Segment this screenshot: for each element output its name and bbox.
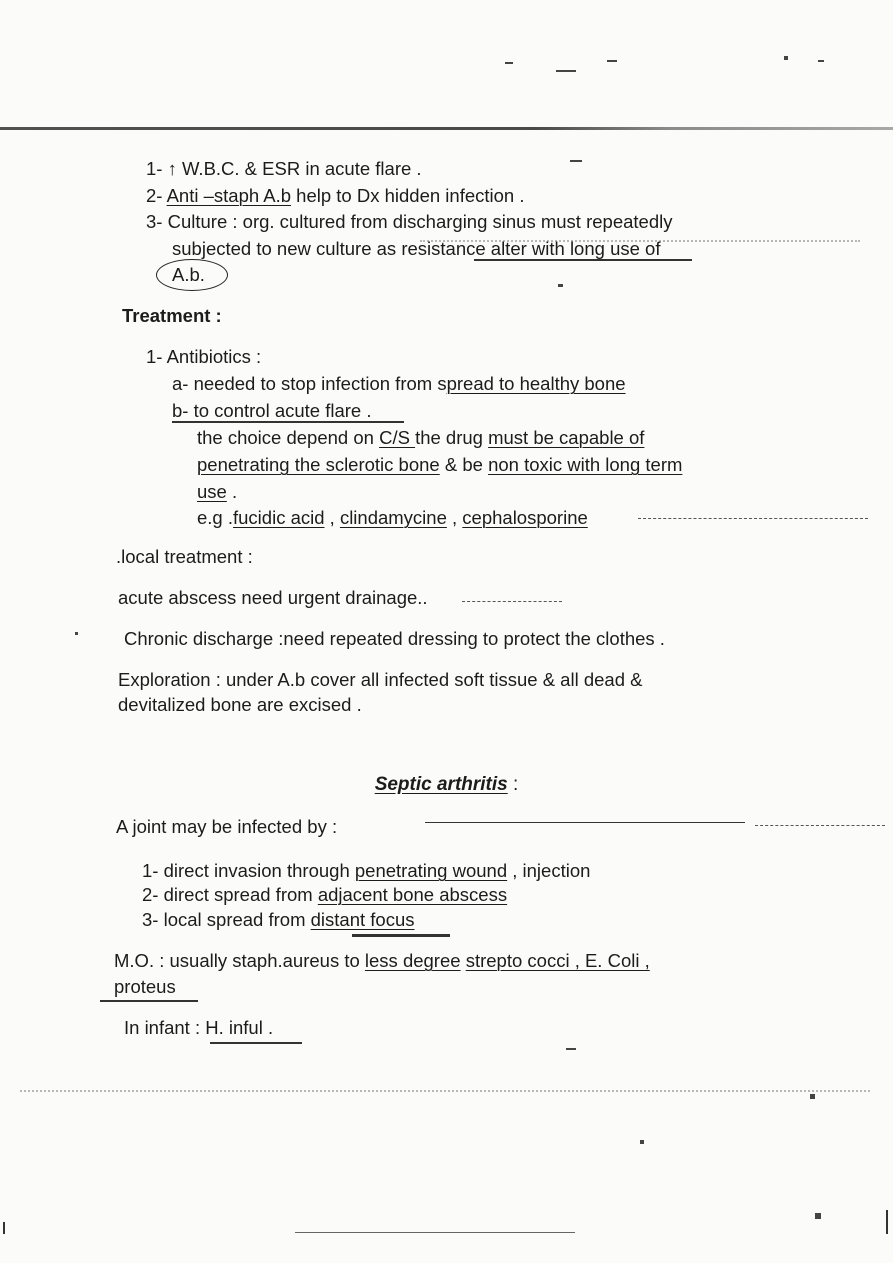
mo-proteus: proteus xyxy=(114,976,176,997)
penetrating-u2: non toxic with long term xyxy=(488,454,683,475)
hand-dash-line xyxy=(755,825,885,826)
penetrating-u1: penetrating the sclerotic bone xyxy=(197,454,440,475)
investigation-3-num: 3- xyxy=(146,211,163,232)
mo-u1: less degree xyxy=(364,950,461,971)
septic-heading-colon: : xyxy=(507,774,519,795)
item-a-underlined: pread to healthy bone xyxy=(446,373,626,394)
choice-pre: the choice depend on xyxy=(197,427,380,448)
investigation-2 xyxy=(146,185,525,207)
culture-end-text: A.b. xyxy=(172,264,205,285)
hand-underline xyxy=(172,421,404,423)
investigation-1 xyxy=(146,158,422,180)
abscess-line: acute abscess need urgent drainage.. xyxy=(118,587,428,608)
penetrating-mid: & be xyxy=(439,454,489,475)
infant-line xyxy=(124,1017,273,1039)
speck xyxy=(815,1213,821,1219)
local-treatment-title: .local treatment : xyxy=(116,546,253,567)
choice-tail: must be capable of xyxy=(488,427,645,448)
speck xyxy=(784,56,788,60)
speck xyxy=(810,1094,815,1099)
hand-underline xyxy=(100,1000,198,1002)
infant-pre: In infant : xyxy=(124,1017,206,1038)
choice-cs: C/S xyxy=(379,427,416,448)
left-edge-mark xyxy=(3,1222,5,1234)
cause-1-num: 1- xyxy=(142,860,159,881)
sep-2: , xyxy=(446,507,463,528)
scan-top-rule xyxy=(0,127,893,130)
speck xyxy=(607,60,617,62)
mo-line-2 xyxy=(114,976,176,998)
investigation-1-num: 1- xyxy=(146,158,163,179)
exploration-line-2: devitalized bone are excised . xyxy=(118,694,362,715)
use-line xyxy=(197,481,237,503)
cause-1-pre: direct invasion through xyxy=(163,860,355,881)
choice-line xyxy=(197,427,644,449)
chronic-line: Chronic discharge :need repeated dressing to protect the clothes . xyxy=(124,628,665,649)
speck xyxy=(818,60,824,62)
hand-underline xyxy=(210,1042,302,1044)
cause-3-pre: local spread from xyxy=(163,909,311,930)
hand-underline xyxy=(425,822,745,823)
mo-pre: M.O. : usually staph.aureus to xyxy=(114,950,365,971)
cause-1-post: , injection xyxy=(507,860,591,881)
investigation-1-text: ↑ W.B.C. & ESR in acute flare . xyxy=(167,158,422,179)
speck xyxy=(556,70,576,72)
cause-2-underlined: adjacent bone abscess xyxy=(317,884,508,905)
right-edge-mark xyxy=(886,1210,888,1234)
cause-1-underlined: penetrating wound xyxy=(354,860,508,881)
hand-dash-line xyxy=(462,601,562,602)
examples-line xyxy=(197,507,588,529)
treatment-title: Treatment : xyxy=(122,305,222,326)
cause-3-num: 3- xyxy=(142,909,159,930)
investigation-3-text: Culture : org. cultured from discharging sinus must repeatedly xyxy=(167,211,673,232)
hand-underline xyxy=(474,259,692,261)
drug-3: cephalosporine xyxy=(462,507,588,528)
investigation-2-num: 2- xyxy=(146,185,163,206)
speck xyxy=(558,284,563,287)
investigation-2-underlined: Anti –staph A.b xyxy=(166,185,292,206)
speck xyxy=(640,1140,644,1144)
drug-2: clindamycine xyxy=(339,507,447,528)
hand-dash-line xyxy=(638,518,868,519)
septic-intro: A joint may be infected by : xyxy=(116,816,338,837)
cause-2 xyxy=(142,884,507,906)
antibiotics-item-a xyxy=(172,373,626,395)
choice-mid: the drug xyxy=(415,427,489,448)
cause-1 xyxy=(142,860,590,882)
mo-u2: strepto cocci , E. Coli , xyxy=(465,950,650,971)
investigation-2-post: help to Dx hidden infection . xyxy=(291,185,525,206)
penetrating-line xyxy=(197,454,682,476)
cause-3 xyxy=(142,909,415,931)
culture-continuation xyxy=(172,238,660,260)
hand-underline xyxy=(352,934,450,937)
sep-1: , xyxy=(324,507,340,528)
septic-heading: Septic arthritis xyxy=(374,774,508,795)
exploration-line-1: Exploration : under A.b cover all infected soft tissue & all dead & xyxy=(118,669,643,690)
use-underlined: use xyxy=(197,481,227,502)
cause-3-underlined: distant focus xyxy=(310,909,415,930)
use-end: . xyxy=(226,481,238,502)
speck xyxy=(75,632,78,635)
speck xyxy=(505,62,513,64)
eg-pre: e.g . xyxy=(197,507,233,528)
speck xyxy=(570,160,582,162)
culture-end xyxy=(172,264,205,286)
scan-bottom-rule xyxy=(20,1090,870,1092)
antibiotics-item-b xyxy=(172,400,372,422)
investigation-3 xyxy=(146,211,672,233)
culture-continuation-text: subjected to new culture as resistance alter with long use of xyxy=(172,238,661,259)
speck xyxy=(566,1048,576,1050)
cause-2-pre: direct spread from xyxy=(163,884,318,905)
antibiotics-heading: 1- Antibiotics : xyxy=(146,346,262,367)
bottom-edge-line xyxy=(295,1232,575,1233)
septic-heading-wrap xyxy=(0,774,893,796)
drug-1: fucidic acid xyxy=(233,507,325,528)
cause-2-num: 2- xyxy=(142,884,159,905)
item-b-text: b- to control acute flare . xyxy=(172,400,372,421)
mo-line-1 xyxy=(114,950,650,972)
item-a-prefix: a- needed to stop infection from s xyxy=(172,373,447,394)
infant-underlined: H. inful . xyxy=(205,1017,274,1038)
